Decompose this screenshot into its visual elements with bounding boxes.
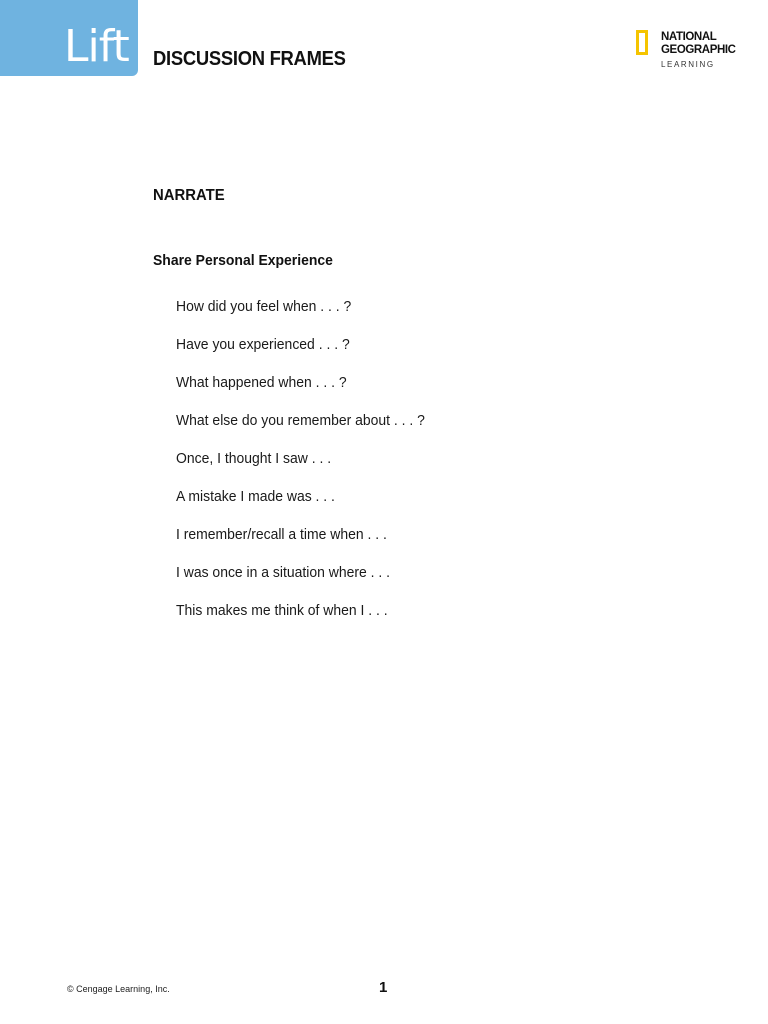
frame-item: I was once in a situation where . . . — [176, 564, 391, 581]
publisher-line-3: LEARNING — [661, 60, 715, 69]
frame-item: A mistake I made was . . . — [176, 488, 335, 505]
frame-item: This makes me think of when I . . . — [176, 602, 388, 619]
brand-name: Lift — [64, 21, 129, 72]
discussion-frames-list — [176, 296, 444, 638]
frame-item: How did you feel when . . . ? — [176, 298, 352, 315]
publisher-line-2: GEOGRAPHIC — [661, 44, 736, 56]
frame-item: Once, I thought I saw . . . — [176, 450, 332, 467]
section-subheading: Share Personal Experience — [153, 252, 333, 269]
page-title: DISCUSSION FRAMES — [153, 48, 346, 70]
frame-item: What else do you remember about . . . ? — [176, 412, 425, 429]
brand-tab — [0, 0, 138, 76]
frame-item: I remember/recall a time when . . . — [176, 526, 387, 543]
publisher-logo — [636, 30, 740, 72]
yellow-frame-icon — [636, 30, 648, 55]
publisher-line-1: NATIONAL — [661, 31, 717, 43]
section-heading: NARRATE — [153, 187, 225, 204]
frame-item: What happened when . . . ? — [176, 374, 347, 391]
footer-copyright: © Cengage Learning, Inc. — [67, 984, 170, 994]
frame-item: Have you experienced . . . ? — [176, 336, 350, 353]
page-number: 1 — [379, 979, 388, 996]
